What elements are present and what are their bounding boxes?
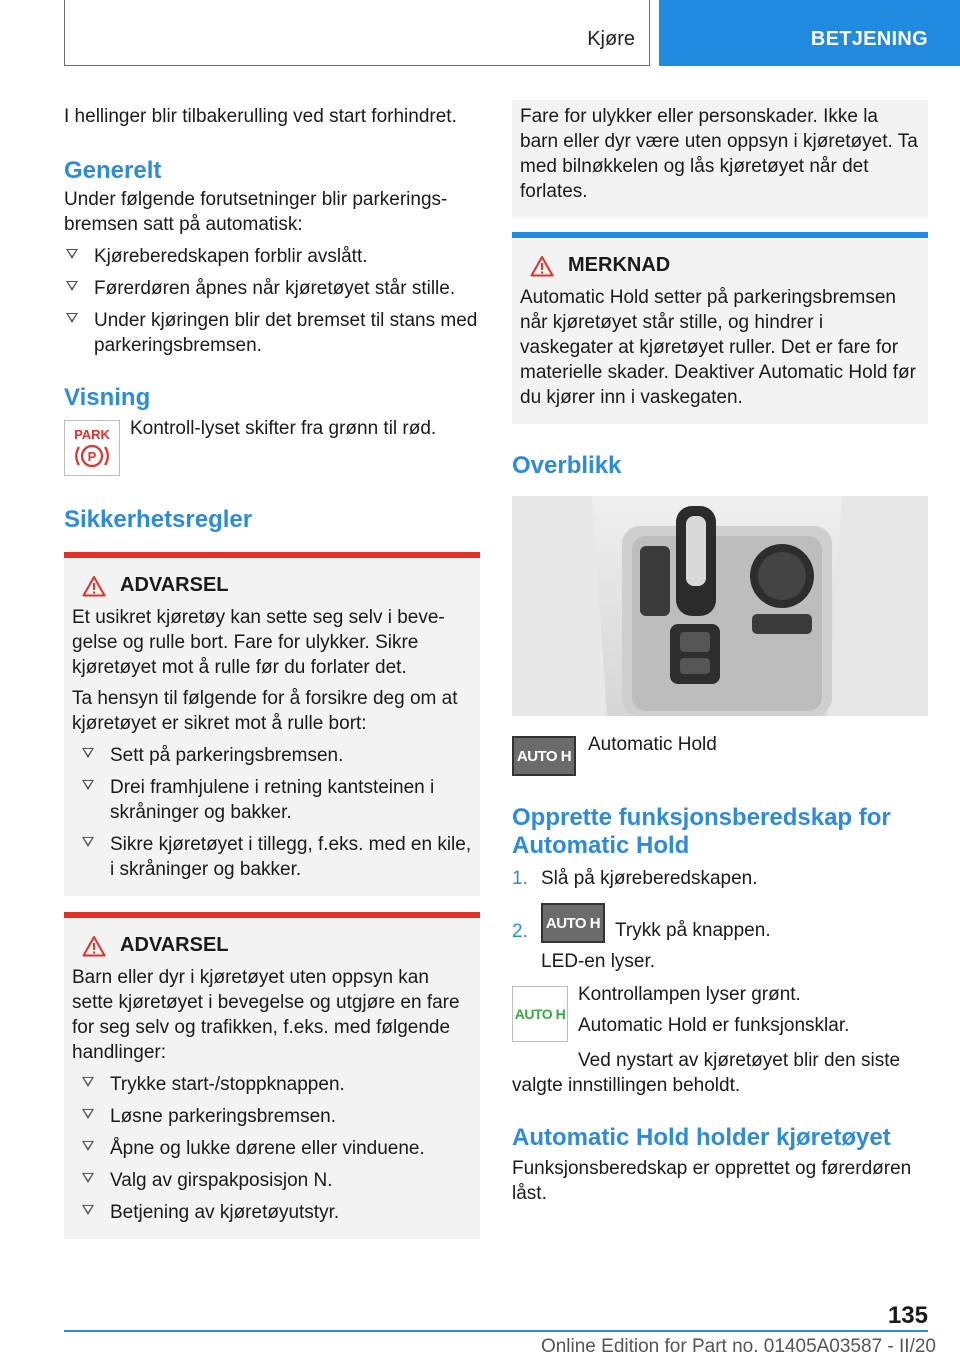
list-item: Sikre kjøretøyet i tillegg, f.eks. med en kile, i skråninger og bakker. (80, 832, 472, 882)
list-item: Under kjøringen blir det bremset til stans med parkeringsbremsen. (64, 308, 480, 358)
warning-title-1: ADVARSEL (82, 574, 472, 597)
generelt-list (64, 244, 480, 358)
triangle-bullet-icon (66, 281, 78, 291)
heading-generelt: Generelt (64, 157, 162, 184)
opprette-steps (512, 866, 928, 943)
triangle-bullet-icon (82, 837, 94, 847)
note-triangle-icon (530, 255, 554, 277)
header-section-box (659, 0, 960, 66)
triangle-bullet-icon (82, 780, 94, 790)
list-item: 1. Slå på kjøreberedskapen. (512, 868, 758, 889)
center-console-photo (512, 496, 928, 716)
warning-box-2 (64, 912, 480, 1239)
lamp-text-1: Kontrollampen lyser grønt. (578, 984, 801, 1005)
triangle-bullet-icon (82, 1205, 94, 1215)
warning-title-2: ADVARSEL (82, 934, 472, 957)
warning2-continuation (512, 100, 928, 218)
overblikk-caption: Automatic Hold (588, 734, 717, 755)
triangle-bullet-icon (82, 1141, 94, 1151)
note-title: MERKNAD (530, 254, 920, 277)
list-item: 2. AUTO H Trykk på knappen. (512, 903, 928, 943)
footer-divider (64, 1330, 928, 1332)
overblikk-legend (512, 736, 928, 776)
list-item: Sett på parkeringsbremsen. (80, 743, 472, 768)
warning2-p1: Barn eller dyr i kjøretøyet uten oppsyn kan sette kjøretøyet i bevegelse og utgjøre en fare for seg selv og trafikken, f.eks. med følgende handlinger: (72, 967, 460, 1063)
auto-hold-button-icon: AUTO H (541, 903, 605, 943)
triangle-bullet-icon (82, 1109, 94, 1119)
lamp-text-3: Ved nystart av kjøretøyet blir den siste valgte innstillingen beholdt. (512, 1050, 901, 1096)
triangle-bullet-icon (82, 1077, 94, 1087)
auto-hold-lamp-icon: AUTO H (512, 986, 568, 1042)
list-item: Førerdøren åpnes når kjøretøyet står stille. (64, 276, 480, 301)
warning1-p2: Ta hensyn til følgende for å forsikre deg om at kjøretøyet er sikret mot å rulle bort: (72, 688, 458, 734)
list-item: Åpne og lukke dørene eller vinduene. (80, 1136, 472, 1161)
warning-box-1 (64, 552, 480, 896)
triangle-bullet-icon (66, 313, 78, 323)
lamp-texts (578, 982, 849, 1042)
heading-opprette: Opprette funksjonsberedskap for Automatic Hold (512, 804, 891, 859)
header-section[interactable]: BETJENING (810, 28, 928, 50)
right-column (512, 100, 928, 1206)
list-item: Drei framhjulene i retning kantsteinen i skråninger og bakker. (80, 775, 472, 825)
list-item: Trykke start-/stoppknappen. (80, 1072, 472, 1097)
left-column (64, 100, 480, 1239)
header-chapter-box (64, 0, 650, 66)
intro-text: I hellinger blir tilbakerulling ved start forhindret. (64, 106, 457, 127)
visning-text: Kontroll-lyset skifter fra grønn til rød. (130, 418, 437, 439)
list-item: Kjøreberedskapen forblir avslått. (64, 244, 480, 269)
generelt-text: Under følgende forutsetninger blir parkeringsbremsen satt på automatisk: (64, 189, 448, 235)
note-text: Automatic Hold setter på parkeringsbremsen når kjøretøyet står stille, og hindrer i vaskegater at kjøretøyet ruller. Det er fare for materielle skader. Deaktiver Automatic Hold før du kjører inn i vaskegaten. (520, 287, 916, 408)
visning-row (64, 420, 480, 476)
warning-triangle-icon (82, 575, 106, 597)
heading-visning: Visning (64, 384, 151, 411)
triangle-bullet-icon (82, 1173, 94, 1183)
heading-holder: Automatic Hold holder kjøretøyet (512, 1124, 891, 1151)
park-brake-icon (64, 420, 120, 476)
warning1-p1: Et usikret kjøretøy kan sette seg selv i bevegelse og rulle bort. Fare for ulykker. Sikre kjøretøyet mot å rulle før du forlater det. (72, 607, 445, 678)
warning1-list (80, 743, 472, 882)
holder-text: Funksjonsberedskap er opprettet og førerdøren låst. (512, 1158, 912, 1204)
list-item: Betjening av kjøretøyutstyr. (80, 1200, 472, 1225)
triangle-bullet-icon (66, 249, 78, 259)
triangle-bullet-icon (82, 748, 94, 758)
page-number: 135 (887, 1302, 928, 1329)
auto-hold-button-icon: AUTO H (512, 736, 576, 776)
list-item: Valg av girspakposisjon N. (80, 1168, 472, 1193)
park-label: PARK (74, 427, 110, 442)
warning-triangle-icon (82, 935, 106, 957)
heading-sikkerhetsregler: Sikkerhetsregler (64, 506, 253, 533)
warning2-list (80, 1072, 472, 1225)
park-symbol: P (87, 449, 97, 464)
warning2-cont-text: Fare for ulykker eller personskader. Ikke la barn eller dyr være uten oppsyn i kjøretøyet. Ta med bilnøkkelen og lås kjøretøyet når det forlates. (520, 106, 918, 202)
note-box (512, 232, 928, 424)
list-item: Løsne parkeringsbremsen. (80, 1104, 472, 1129)
footer-edition[interactable]: Online Edition for Part no. 01405A03587 - II/20 (540, 1336, 936, 1357)
header-chapter[interactable]: Kjøre (587, 28, 635, 50)
heading-overblikk: Overblikk (512, 452, 622, 479)
lamp-text-2: Automatic Hold er funksjonsklar. (578, 1015, 850, 1036)
led-text: LED-en lyser. (541, 951, 656, 972)
lamp-row (512, 986, 928, 1042)
